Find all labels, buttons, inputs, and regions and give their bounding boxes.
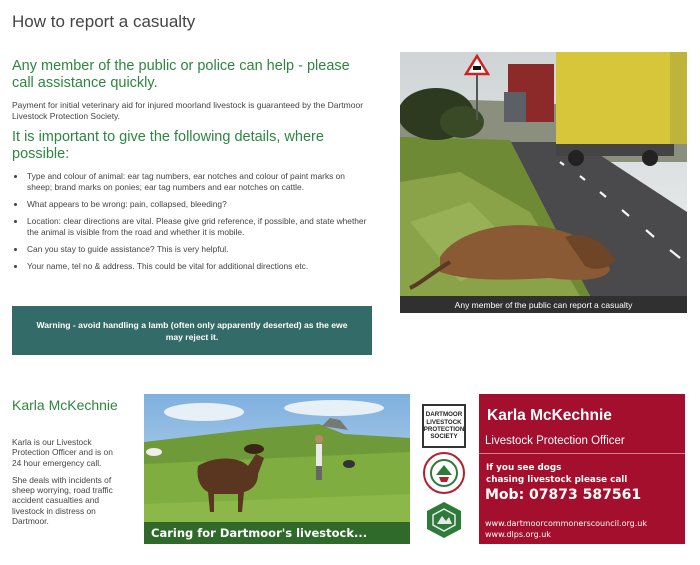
list-item: Type and colour of animal: ear tag numbers, ear notches and colour of paint marks on sheep; brand marks on ponies; ear tag numbers and ear notches on cattle. (12, 171, 372, 193)
report-instructions (12, 58, 372, 278)
details-heading: It is important to give the following details, where possible: (12, 129, 324, 162)
warning-text: Warning - avoid handling a lamb (often only apparently deserted) as the ewe may reject it. (36, 319, 348, 342)
list-item: Your name, tel no & address. This could be vital for additional directions etc. (12, 261, 372, 272)
casualty-photo (400, 52, 687, 296)
card-websites (485, 518, 647, 540)
intro-paragraph: Payment for initial veterinary aid for injured moorland livestock is guaranteed by the Dartmoor Livestock Protection Society. (12, 100, 364, 121)
list-item: What appears to be wrong: pain, collapsed, bleeding? (12, 199, 372, 210)
dlps-logo (422, 404, 466, 448)
casualty-photo-figure (400, 52, 687, 313)
profile-paragraph: She deals with incidents of sheep worrying, road traffic accident casualties and livestock in distress on Dartmoor. (12, 474, 113, 527)
profile-paragraph: Karla is our Livestock Protection Officer and is on 24 hour emergency call. (12, 437, 113, 468)
profile-description (12, 437, 120, 533)
card-mobile: Mob: 07873 587561 (485, 487, 642, 503)
commoners-council-logo (421, 451, 467, 495)
photo-caption: Any member of the public can report a casualty (400, 296, 687, 313)
card-website: www.dartmoorcommonerscouncil.org.uk (485, 519, 647, 528)
contact-card (479, 394, 685, 544)
list-item: Can you stay to guide assistance? This is very helpful. (12, 244, 372, 255)
list-item: Location: clear directions are vital. Please give grid reference, if possible, and state whether the animal is visible from the road and whether it is mobile. (12, 216, 372, 238)
profile-name: Karla McKechnie (12, 397, 118, 413)
intro-heading: Any member of the public or police can help - please call assistance quickly. (12, 58, 350, 91)
card-message-line: If you see dogs (486, 463, 562, 473)
partner-logos (421, 404, 469, 542)
dartmoor-national-park-logo (424, 500, 464, 540)
card-website: www.dlps.org.uk (485, 530, 551, 539)
card-message-line: chasing livestock please call (486, 475, 628, 485)
banner-caption: Caring for Dartmoor's livestock... (151, 526, 368, 540)
card-role: Livestock Protection Officer (485, 435, 625, 447)
card-name: Karla McKechnie (487, 407, 612, 424)
dlps-logo-text: DARTMOOR LIVESTOCK PROTECTION SOCIETY (423, 411, 465, 441)
details-list (12, 171, 372, 272)
card-divider (479, 453, 685, 454)
livestock-banner-image (144, 394, 410, 544)
warning-box (12, 306, 372, 355)
card-message (486, 462, 627, 486)
page-title: How to report a casualty (12, 12, 196, 31)
